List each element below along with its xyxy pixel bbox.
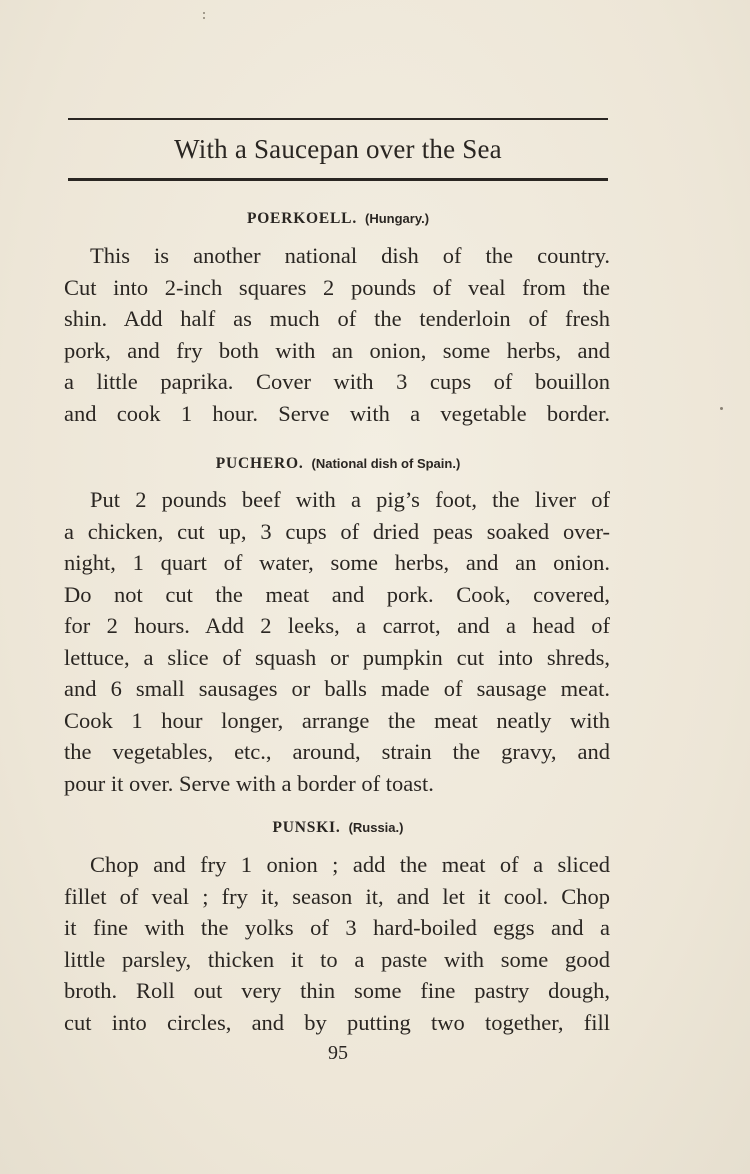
- text-line: Put 2 pounds beef with a pig’s foot, the liver of: [90, 487, 610, 512]
- text-line: a little paprika. Cover with 3 cups of bouillon: [64, 369, 610, 394]
- recipe-text: [64, 484, 610, 799]
- text-line: it fine with the yolks of 3 hard-boiled eggs and a: [64, 915, 610, 940]
- paper-speck: [203, 12, 205, 14]
- text-line: broth. Roll out very thin some fine pastry dough,: [64, 978, 610, 1003]
- text-line: and cook 1 hour. Serve with a vegetable border.: [64, 400, 610, 426]
- recipe-text: [64, 240, 610, 429]
- recipe-origin: (National dish of Spain.): [311, 456, 461, 471]
- paper-speck: [203, 17, 205, 19]
- text-line: fillet of veal ; fry it, season it, and let it cool. Chop: [64, 883, 610, 909]
- text-line: Cut into 2-inch squares 2 pounds of veal from the: [64, 274, 610, 300]
- text-line: This is another national dish of the country.: [90, 243, 610, 268]
- recipe-heading: [68, 819, 608, 837]
- text-line: for 2 hours. Add 2 leeks, a carrot, and a head of: [64, 613, 610, 638]
- paper-speck: [720, 407, 723, 410]
- text-line: pour it over. Serve with a border of toast.: [64, 770, 434, 796]
- page-number: 95: [328, 1042, 348, 1064]
- text-line: Cook 1 hour longer, arrange the meat neatly with: [64, 707, 610, 733]
- recipe-origin: (Russia.): [348, 820, 404, 835]
- text-line: night, 1 quart of water, some herbs, and an onion.: [64, 550, 610, 575]
- recipe-title: PUNSKI.: [272, 819, 341, 836]
- header-rule-top: [68, 118, 608, 120]
- text-line: and 6 small sausages or balls made of sausage meat.: [64, 676, 610, 701]
- recipe-title: PUCHERO.: [215, 455, 304, 472]
- recipe-text: [64, 849, 610, 1038]
- recipe-heading: [68, 455, 608, 473]
- text-line: cut into circles, and by putting two together, fill: [64, 1009, 610, 1035]
- text-line: shin. Add half as much of the tenderloin of fresh: [64, 306, 610, 331]
- running-head: With a Saucepan over the Sea: [174, 134, 502, 164]
- text-line: pork, and fry both with an onion, some herbs, and: [64, 337, 610, 363]
- text-line: lettuce, a slice of squash or pumpkin cut into shreds,: [64, 644, 610, 670]
- text-line: little parsley, thicken it to a paste with some good: [64, 946, 610, 972]
- recipe-heading: [68, 210, 608, 228]
- recipe-origin: (Hungary.): [365, 211, 430, 226]
- recipe-title: POERKOELL.: [246, 210, 357, 227]
- text-line: the vegetables, etc., around, strain the gravy, and: [64, 739, 610, 764]
- header-rule-bottom: [68, 178, 608, 181]
- text-line: Do not cut the meat and pork. Cook, covered,: [64, 581, 610, 607]
- text-line: a chicken, cut up, 3 cups of dried peas soaked over-: [64, 518, 610, 544]
- text-line: Chop and fry 1 onion ; add the meat of a sliced: [90, 852, 610, 877]
